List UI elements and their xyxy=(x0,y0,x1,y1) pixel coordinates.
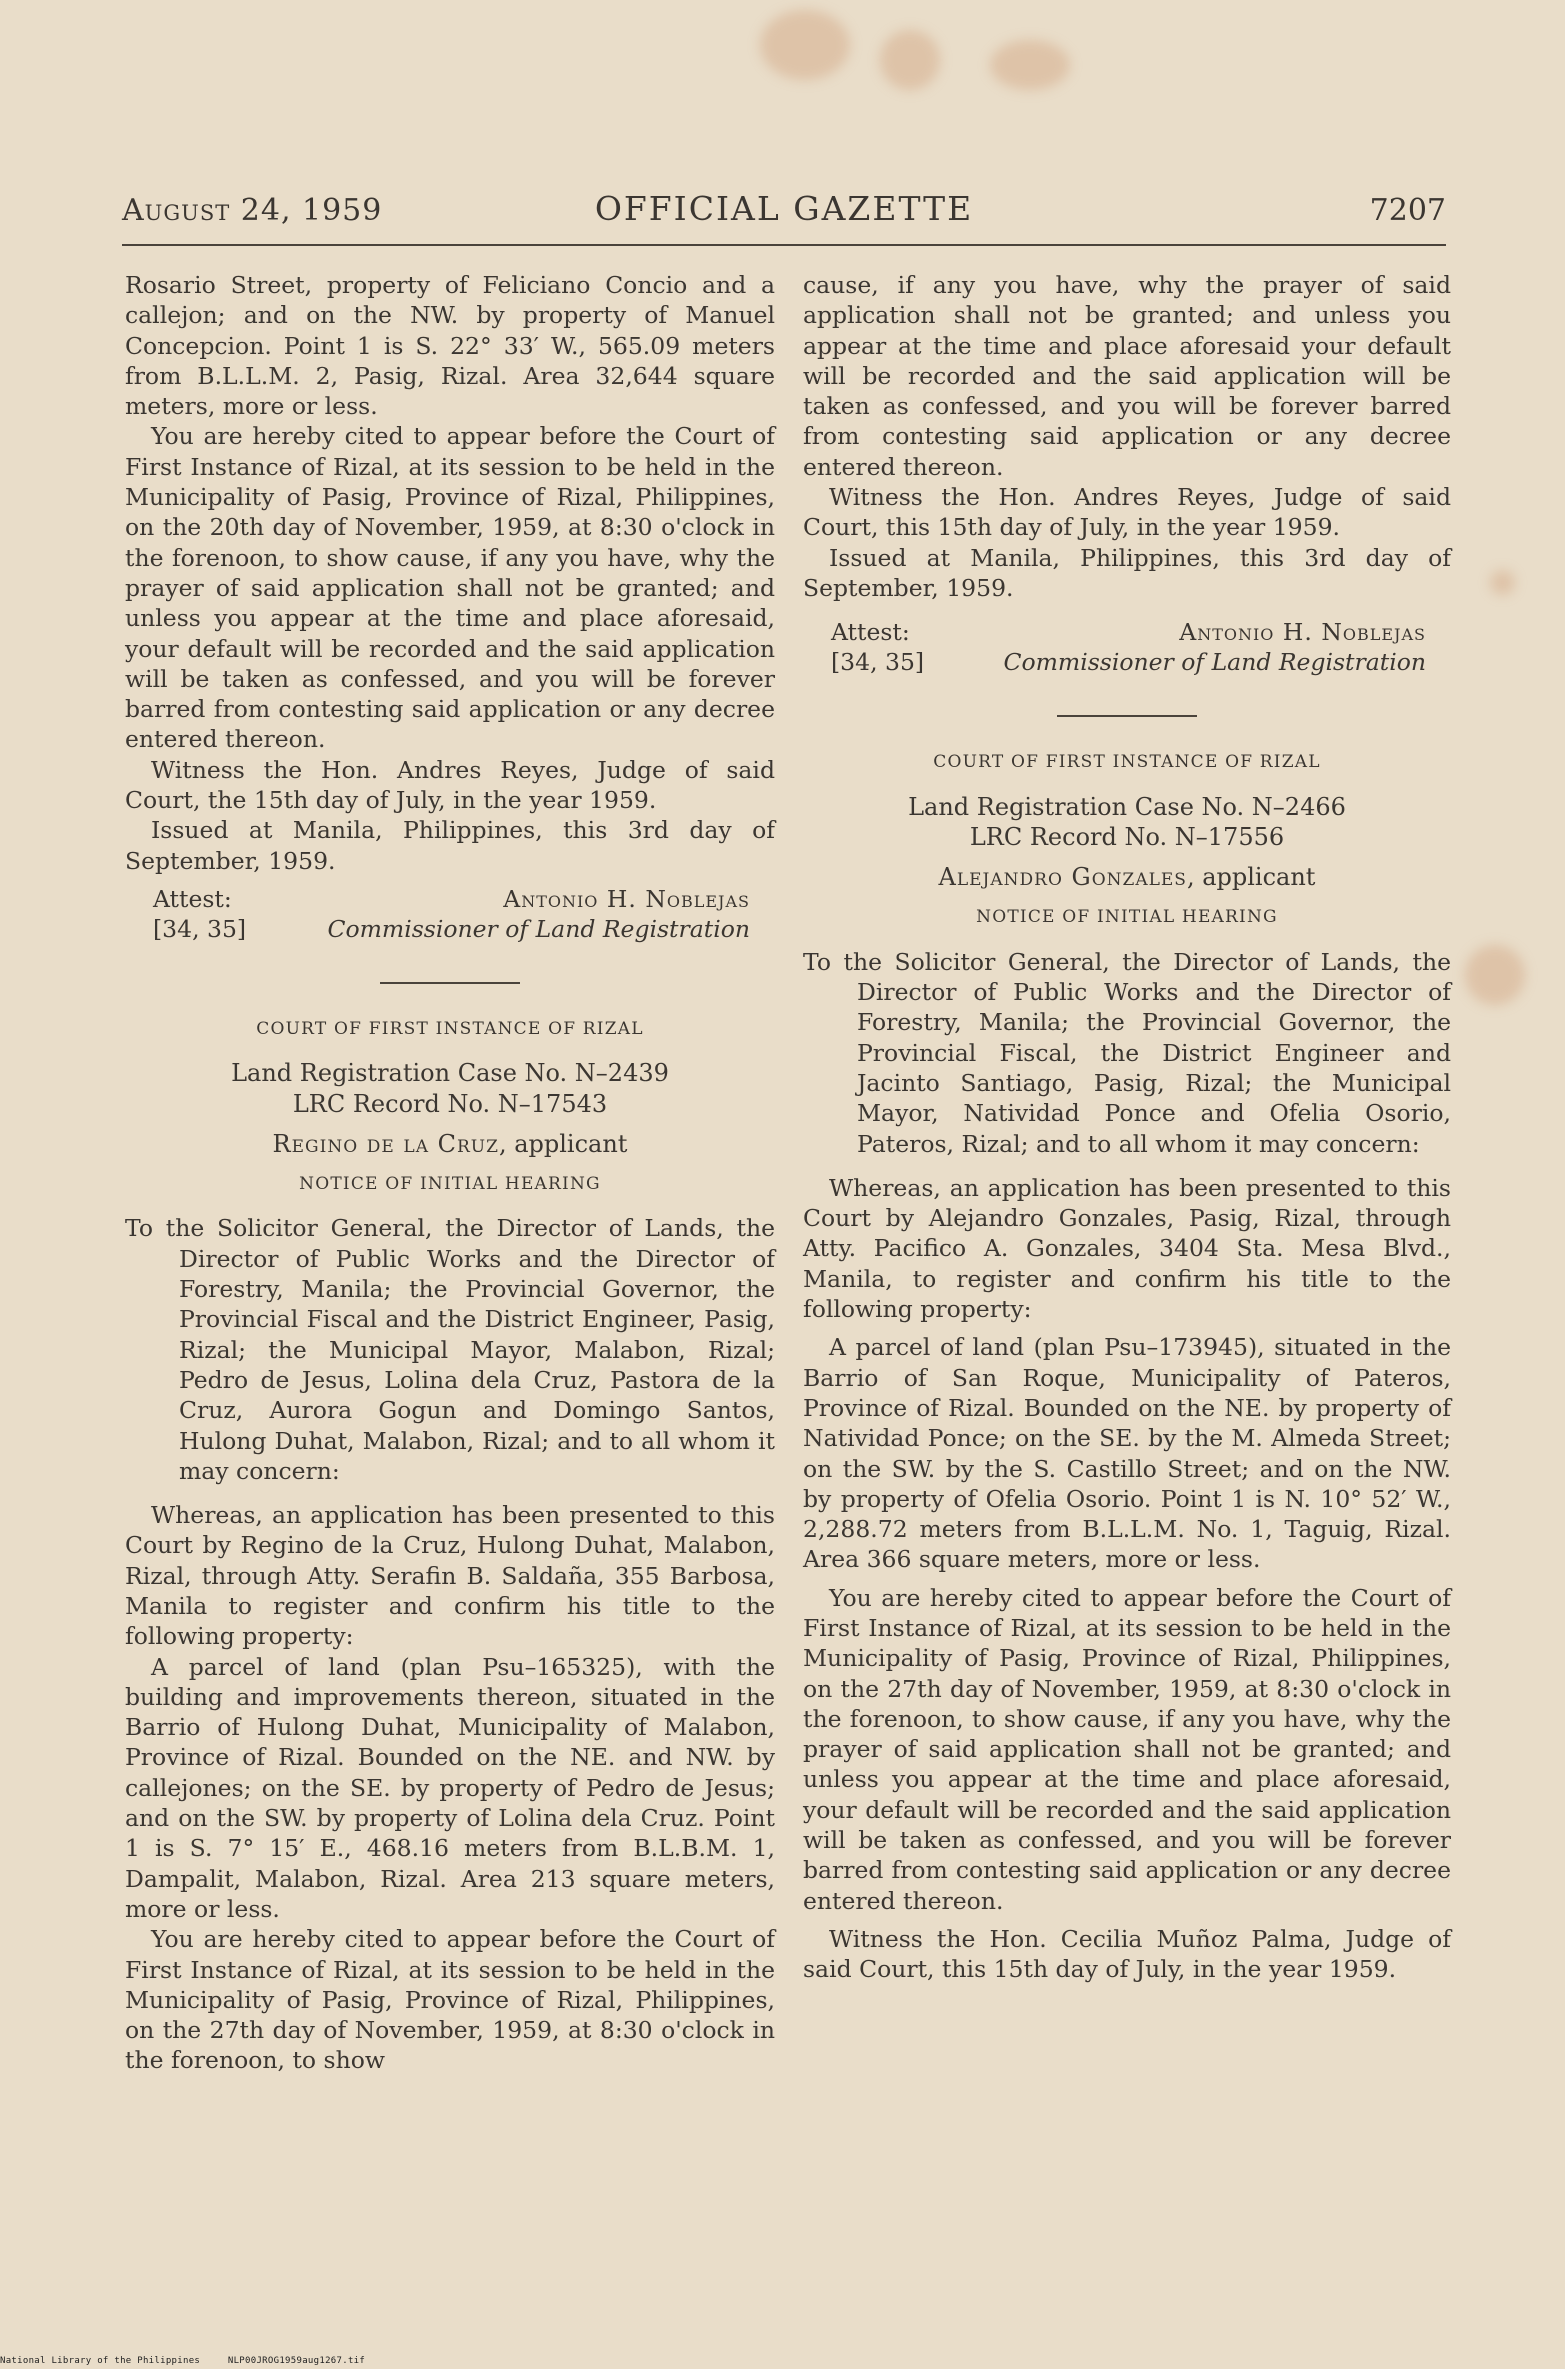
paragraph: You are hereby cited to appear before the Court of First Instance of Rizal, at its session to be held in the Municipality of Pasig, Province of Rizal, Philippines, on the 20th day of November, 1959, at 8:30 o'clock in the forenoon, to show cause, if any you have, why the prayer of said application shall not be granted; and unless you appear at the time and place aforesaid, your default will be recorded and the said application will be taken as confessed, and you will be forever barred from contesting said application or any decree entered thereon. xyxy=(125,422,775,754)
scan-filename: NLP00JROG1959aug1267.tif xyxy=(227,2356,366,2366)
paragraph: Issued at Manila, Philippines, this 3rd day of September, 1959. xyxy=(125,816,775,875)
paper-stain xyxy=(760,10,850,80)
case-number: Land Registration Case No. N–2466 xyxy=(908,792,1346,821)
attestation xyxy=(125,884,775,946)
paragraph: Whereas, an application has been presented to this Court by Alejandro Gonzales, Pasig, Rizal, through Atty. Pacifico A. Gonzales, 3404 Sta. Mesa Blvd., Manila, to register and confirm his title to the following property: xyxy=(803,1173,1451,1324)
page-number: 7207 xyxy=(1369,193,1446,228)
page-header xyxy=(122,183,1446,233)
applicant-suffix: , applicant xyxy=(498,1129,628,1158)
addressees: To the Solicitor General, the Director of Lands, the Director of Public Works and the Director of Forestry, Manila; the Provincial Governor, the Provincial Fiscal and the District Engineer, Pasig, Rizal; the Municipal Mayor, Malabon, Rizal; Pedro de Jesus, Lolina dela Cruz, Pastora de la Cruz, Aurora Gogun and Domingo Santos, Hulong Duhat, Malabon, Rizal; and to all whom it may concern: xyxy=(125,1214,775,1485)
applicant-suffix: , applicant xyxy=(1186,863,1316,892)
header-rule xyxy=(122,244,1446,246)
section-divider xyxy=(380,982,520,984)
paragraph: cause, if any you have, why the prayer of said application shall not be granted; and unless you appear at the time and place aforesaid your default will be recorded and the said application will be taken as confessed, and you will be forever barred from contesting said application or any decree entered thereon. xyxy=(803,271,1451,481)
addressees: To the Solicitor General, the Director of Lands, the Director of Public Works and the Director of Forestry, Manila; the Provincial Governor, the Provincial Fiscal, the District Engineer and Jacinto Santiago, Pasig, Rizal; the Municipal Mayor, Natividad Ponce and Ofelia Osorio, Pateros, Rizal; and to all whom it may concern: xyxy=(803,947,1451,1158)
library-credit: National Library of the Philippines xyxy=(0,2356,201,2366)
left-column xyxy=(125,270,775,2076)
paragraph: A parcel of land (plan Psu–173945), situated in the Barrio of San Roque, Municipality of Pateros, Province of Rizal. Bounded on the NE. by property of Natividad Ponce; on the SE. by the M. Almeda Street; on the SW. by the S. Castillo Street; and on the NW. by property of Ofelia Osorio. Point 1 is N. 10° 52′ W., 2,288.72 meters from B.L.L.M. No. 1, Taguig, Rizal. Area 366 square meters, more or less. xyxy=(803,1333,1451,1574)
case-number: Land Registration Case No. N–2439 xyxy=(231,1059,669,1088)
paper-stain xyxy=(1465,945,1525,1005)
notice-heading: NOTICE OF INITIAL HEARING xyxy=(976,907,1278,928)
paragraph: A parcel of land (plan Psu–165325), with the building and improvements thereon, situated in the Barrio of Hulong Duhat, Municipality of Malabon, Province of Rizal. Bounded on the NE. and NW. by callejones; on the SE. by property of Pedro de Jesus; and on the SW. by property of Lolina dela Cruz. Point 1 is S. 7° 15′ E., 468.16 meters from B.L.B.M. 1, Dampalit, Malabon, Rizal. Area 213 square meters, more or less. xyxy=(125,1652,775,1923)
attest-name: Antonio H. Noblejas xyxy=(503,884,750,913)
applicant-name: Alejandro Gonzales xyxy=(938,863,1187,892)
paragraph: Witness the Hon. Andres Reyes, Judge of said Court, the 15th day of July, in the year 1959. xyxy=(125,755,775,815)
paper-stain xyxy=(880,30,940,90)
paragraph: Issued at Manila, Philippines, this 3rd day of September, 1959. xyxy=(803,543,1451,602)
paper-stain xyxy=(990,40,1070,90)
attest-name: Antonio H. Noblejas xyxy=(1179,618,1426,647)
paragraph: Witness the Hon. Andres Reyes, Judge of said Court, this 15th day of July, in the year 1959. xyxy=(803,483,1451,542)
publication-title: OFFICIAL GAZETTE xyxy=(594,189,974,228)
attest-label: Attest: xyxy=(153,884,232,913)
court-heading: COURT OF FIRST INSTANCE OF RIZAL xyxy=(256,1018,644,1039)
paragraph: Rosario Street, property of Feliciano Concio and a callejon; and on the NW. by property of Manuel Concepcion. Point 1 is S. 22° 33′ W., 565.09 meters from B.L.L.M. 2, Pasig, Rizal. Area 32,644 square meters, more or less. xyxy=(125,271,775,421)
lrc-record: LRC Record No. N–17543 xyxy=(292,1089,608,1118)
lrc-record: LRC Record No. N–17556 xyxy=(969,822,1285,851)
paragraph: You are hereby cited to appear before the Court of First Instance of Rizal, at its session to be held in the Municipality of Pasig, Province of Rizal, Philippines, on the 27th day of November, 1959, at 8:30 o'clock in the forenoon, to show cause, if any you have, why the prayer of said application shall not be granted; and unless you appear at the time and place aforesaid, your default will be recorded and the said application will be taken as confessed, and you will be forever barred from contesting said application or any decree entered thereon. xyxy=(803,1583,1451,1915)
issue-date: August 24, 1959 xyxy=(122,193,383,228)
section-divider xyxy=(1057,715,1197,717)
attest-reference: [34, 35] xyxy=(831,648,925,677)
attest-title: Commissioner of Land Registration xyxy=(327,914,750,943)
attest-label: Attest: xyxy=(831,618,910,647)
paper-stain xyxy=(1490,570,1515,595)
attestation xyxy=(803,617,1451,679)
paragraph: You are hereby cited to appear before the Court of First Instance of Rizal, at its session to be held in the Municipality of Pasig, Province of Rizal, Philippines, on the 27th day of November, 1959, at 8:30 o'clock in the forenoon, to show xyxy=(125,1925,775,2075)
applicant-name: Regino de la Cruz xyxy=(272,1129,499,1158)
attest-reference: [34, 35] xyxy=(153,914,247,943)
paragraph: Witness the Hon. Cecilia Muñoz Palma, Judge of said Court, this 15th day of July, in the year 1959. xyxy=(803,1924,1451,1984)
notice-heading: NOTICE OF INITIAL HEARING xyxy=(299,1174,601,1195)
attest-title: Commissioner of Land Registration xyxy=(1003,648,1426,677)
paragraph: Whereas, an application has been presented to this Court by Regino de la Cruz, Hulong Duhat, Malabon, Rizal, through Atty. Serafin B. Saldaña, 355 Barbosa, Manila to register and confirm his title to the following property: xyxy=(125,1501,775,1651)
scan-footer xyxy=(0,2356,387,2366)
applicant-line xyxy=(803,862,1451,892)
right-column xyxy=(803,270,1451,1985)
court-heading: COURT OF FIRST INSTANCE OF RIZAL xyxy=(933,752,1321,773)
applicant-line xyxy=(125,1129,775,1159)
